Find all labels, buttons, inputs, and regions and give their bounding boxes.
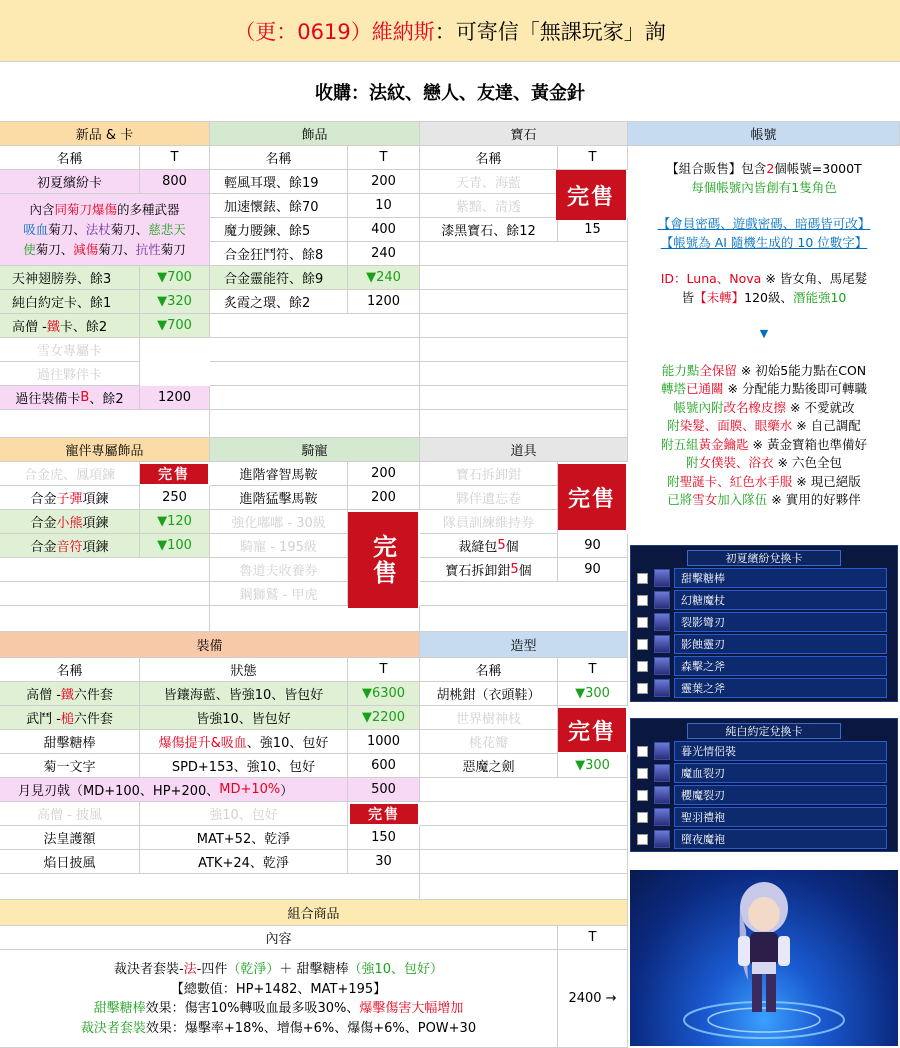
row-empty — [0, 558, 210, 582]
row-name: 夥伴遺忘卷 — [420, 486, 558, 510]
row-t: 240 — [348, 242, 420, 266]
row-empty — [420, 266, 628, 290]
bundle-line: 裁決者套裝-法-四件（乾淨）＋ 甜擊糖棒（強10、包好） — [113, 962, 444, 977]
section-pet-accessories — [0, 438, 210, 632]
weapon-icon — [654, 569, 670, 587]
section-title: 組合商品 — [0, 900, 628, 926]
costume-icon — [654, 830, 670, 848]
row-t: 1000 — [348, 730, 420, 754]
bundle-content — [0, 950, 558, 1048]
row-state: 強10、包好 — [140, 802, 348, 826]
row-name: 寶石拆卸鉗 5 個 — [420, 558, 558, 582]
weapon-icon — [654, 764, 670, 782]
row-t: 500 — [348, 778, 420, 802]
item-label: 暮光情侶裝 — [674, 741, 887, 761]
row-t: ▼120 — [140, 510, 210, 534]
costume-icon — [654, 808, 670, 826]
item-label: 影蝕靈刃 — [674, 634, 887, 654]
row-name: 過往裝備卡 B 、餘2 — [0, 386, 140, 410]
row-name: 武鬥 - 槌 六件套 — [0, 706, 140, 730]
row-t: 15 — [558, 218, 628, 242]
account-line: 【組合販售】包含2個帳號=3000T — [666, 161, 862, 176]
row-t: 90 — [558, 558, 628, 582]
row-empty — [420, 242, 628, 266]
account-line: 已將雪女加入隊伍 ※ 實用的好夥伴 — [667, 492, 861, 507]
desc-line-3: 使菊刀、減傷菊刀、抗性菊刀 — [23, 242, 186, 257]
row-name: 過往夥伴卡 — [0, 362, 140, 386]
row-name: 合金 子彈 項鍊 — [0, 486, 140, 510]
row-empty — [420, 874, 628, 900]
row-state: 皆鑲海藍、皆強10、皆包好 — [140, 682, 348, 706]
checkbox[interactable] — [637, 683, 648, 694]
costume-icon — [654, 742, 670, 760]
subtitle-text: 收購：法紋、戀人、友達、黃金針 — [315, 82, 585, 104]
bundle-line: 【總數值：HP+1482、MAT+195】 — [170, 981, 387, 997]
panel-item[interactable] — [637, 807, 887, 827]
section-accessories — [210, 122, 420, 442]
row-name: 隊員訓練維持券 — [420, 510, 558, 534]
section-equipment — [0, 632, 420, 900]
section-title: 騎寵 — [210, 438, 420, 462]
bundle-price: 2400 → — [558, 950, 628, 1048]
row-name: 純白約定卡、餘1 — [0, 290, 140, 314]
row-t: 200 — [348, 462, 420, 486]
arrow-down-icon: ▼ — [759, 327, 769, 340]
row-state: MAT+52、乾淨 — [140, 826, 348, 850]
section-bundle — [0, 900, 628, 1048]
col-name: 名稱 — [420, 146, 558, 170]
checkbox[interactable] — [637, 661, 648, 672]
account-details — [628, 146, 900, 541]
exchange-card-panel-1 — [630, 545, 898, 702]
weapon-icon — [654, 657, 670, 675]
col-content: 內容 — [0, 926, 558, 950]
panel-item[interactable] — [637, 568, 887, 588]
panel-item[interactable] — [637, 590, 887, 610]
row-name: 初夏繽紛卡 — [0, 170, 140, 194]
row-t: 1200 — [140, 386, 210, 410]
checkbox[interactable] — [637, 617, 648, 628]
row-empty — [420, 802, 628, 826]
sold-out-stamp: 完售 — [558, 708, 626, 752]
row-empty — [210, 386, 420, 410]
row-name: 天神翅膀券、餘3 — [0, 266, 140, 290]
row-name: 炙霞之環、餘2 — [210, 290, 348, 314]
account-line: 【會員密碼、遊戲密碼、暗碼皆可改】 — [657, 216, 871, 231]
banner-contact: ：可寄信「無課玩家」詢 — [434, 19, 666, 44]
row-name: 輕風耳環、餘19 — [210, 170, 348, 194]
row-empty — [210, 362, 420, 386]
section-title: 寵伴專屬飾品 — [0, 438, 210, 462]
row-t: ▼100 — [140, 534, 210, 558]
checkbox[interactable] — [637, 746, 648, 757]
row-name: 加速懷錶、餘70 — [210, 194, 348, 218]
row-empty — [210, 410, 420, 438]
row-t: 250 — [140, 486, 210, 510]
banner-update: （更：0619）維納斯 — [234, 19, 435, 44]
weapon-icon — [654, 679, 670, 697]
item-label: 聖羽禮袍 — [674, 807, 887, 827]
panel-item[interactable] — [637, 829, 887, 849]
col-t: T — [558, 146, 628, 170]
bundle-line: 裁決者套裝效果：爆擊率+18%、增傷+6%、爆傷+6%、POW+30 — [80, 1020, 477, 1036]
item-label: 靈葉之斧 — [674, 678, 887, 698]
character-preview-image — [630, 870, 898, 1046]
row-t: ▼700 — [140, 266, 210, 290]
row-empty — [0, 874, 420, 900]
row-name: 魯道夫收養券 — [210, 558, 348, 582]
row-empty — [420, 606, 628, 632]
row-t: ▼6300 — [348, 682, 420, 706]
row-t: ▼2200 — [348, 706, 420, 730]
checkbox[interactable] — [637, 768, 648, 779]
row-name: 高僧 - 鐵 卡、餘2 — [0, 314, 140, 338]
row-t: 200 — [348, 486, 420, 510]
panel-item[interactable] — [637, 678, 887, 698]
section-title: 造型 — [420, 632, 628, 658]
weapon-icon — [654, 613, 670, 631]
weapon-icon — [654, 591, 670, 609]
row-t: 800 — [140, 170, 210, 194]
row-name: 高僧 - 披風 — [0, 802, 140, 826]
row-empty — [0, 410, 210, 438]
account-line: 能力點全保留 ※ 初始5能力點在CON — [661, 362, 867, 378]
row-name: 寶石拆卸鉗 — [420, 462, 558, 486]
row-t: ▼300 — [558, 754, 628, 778]
section-title: 寶石 — [420, 122, 628, 146]
section-new-cards — [0, 122, 210, 416]
row-name: 合金 小熊 項鍊 — [0, 510, 140, 534]
col-state: 狀態 — [140, 658, 348, 682]
section-title: 新品 & 卡 — [0, 122, 210, 146]
row-t: 30 — [348, 850, 420, 874]
weapon-icon — [654, 635, 670, 653]
row-t: 1200 — [348, 290, 420, 314]
account-line: 【帳號為 AI 隨機生成的 10 位數字】 — [660, 234, 868, 250]
col-t: T — [558, 658, 628, 682]
account-line: 附聖誕卡、紅色水手服 ※ 現已絕版 — [667, 473, 861, 489]
col-name: 名稱 — [420, 658, 558, 682]
section-items — [420, 438, 628, 632]
row-name: 合金虎、鳳項鍊 — [0, 462, 140, 486]
section-title: 帳號 — [628, 122, 900, 146]
checkbox[interactable] — [637, 595, 648, 606]
checkbox[interactable] — [637, 639, 648, 650]
checkbox[interactable] — [637, 573, 648, 584]
row-empty — [420, 410, 628, 438]
sold-out-stamp: 完售 — [350, 804, 418, 824]
exchange-card-panel-2 — [630, 718, 898, 852]
row-desc — [0, 194, 210, 266]
panel-item[interactable] — [637, 656, 887, 676]
sold-out-stamp: 完售 — [348, 512, 418, 608]
col-t: T — [558, 926, 628, 950]
section-gems — [420, 122, 628, 442]
row-empty — [210, 338, 420, 362]
row-name: 惡魔之劍 — [420, 754, 558, 778]
row-name: 裁縫包 5 個 — [420, 534, 558, 558]
col-t: T — [348, 658, 420, 682]
col-name: 名稱 — [0, 146, 140, 170]
row-t: ▼700 — [140, 314, 210, 338]
item-label: 魔血裂刃 — [674, 763, 887, 783]
row-name: 雪女專屬卡 — [0, 338, 140, 362]
panel-item[interactable] — [637, 741, 887, 761]
row-name: 法皇護額 — [0, 826, 140, 850]
row-name: 高僧 - 鐵 六件套 — [0, 682, 140, 706]
row-t: ▼300 — [558, 682, 628, 706]
panel-title: 初夏繽紛兌換卡 — [687, 550, 841, 566]
item-label: 幻糖魔杖 — [674, 590, 887, 610]
row-empty — [420, 386, 628, 410]
row-state: SPD+153、強10、包好 — [140, 754, 348, 778]
col-t: T — [140, 146, 210, 170]
desc-line-2: 吸血菊刀、法杖菊刀、慈悲天 — [23, 222, 186, 237]
row-empty — [210, 606, 420, 632]
row-t: 150 — [348, 826, 420, 850]
subtitle — [0, 62, 900, 122]
row-name: 強化嘟嘟 - 30級 — [210, 510, 348, 534]
account-line: ID：Luna、Nova ※ 皆女角、馬尾髮 — [660, 271, 868, 286]
row-name: 鋼獅鷲 - 甲虎 — [210, 582, 348, 606]
panel-item[interactable] — [637, 634, 887, 654]
checkbox[interactable] — [637, 834, 648, 845]
character-figure-icon — [630, 870, 898, 1046]
checkbox[interactable] — [637, 812, 648, 823]
row-name: 合金 音符 項鍊 — [0, 534, 140, 558]
row-empty — [420, 314, 628, 338]
row-t: 200 — [348, 170, 420, 194]
col-name: 名稱 — [0, 658, 140, 682]
row-empty — [0, 582, 210, 606]
sold-out-stamp: 完售 — [140, 464, 208, 484]
panel-item[interactable] — [637, 612, 887, 632]
row-name: 焰日披風 — [0, 850, 140, 874]
account-line: 帳號內附改名橡皮擦 ※ 不愛就改 — [673, 399, 855, 415]
row-state: 皆強10、皆包好 — [140, 706, 348, 730]
col-name: 名稱 — [210, 146, 348, 170]
item-label: 裂影彎刃 — [674, 612, 887, 632]
row-empty — [210, 314, 420, 338]
row-empty — [420, 778, 628, 802]
row-t: ▼320 — [140, 290, 210, 314]
account-line: 皆【未轉】120級、潛能強10 — [681, 289, 847, 305]
row-name: 胡桃鉗（衣頭鞋） — [420, 682, 558, 706]
row-state: ATK+24、乾淨 — [140, 850, 348, 874]
panel-item[interactable] — [637, 763, 887, 783]
section-title: 道具 — [420, 438, 628, 462]
account-line: 附五組黃金鑰匙 ※ 黃金寶箱也準備好 — [661, 436, 867, 452]
row-name: 騎寵 - 195級 — [210, 534, 348, 558]
row-empty — [420, 338, 628, 362]
row-name: 甜擊糖棒 — [0, 730, 140, 754]
row-t: 400 — [348, 218, 420, 242]
section-costume — [420, 632, 628, 900]
row-t: 600 — [348, 754, 420, 778]
row-empty — [0, 606, 210, 632]
account-line: 每個帳號內皆創有1隻角色 — [691, 179, 837, 195]
row-name: 紫黯、清透 — [420, 194, 558, 218]
col-t: T — [348, 146, 420, 170]
sold-out-stamp: 完售 — [558, 464, 626, 530]
item-label: 甜擊糖棒 — [674, 568, 887, 588]
row-empty — [420, 850, 628, 874]
panel-item[interactable] — [637, 785, 887, 805]
account-line: 附染髮、面膜、眼藥水 ※ 自己調配 — [667, 418, 861, 433]
panel-title: 純白約定兌換卡 — [687, 723, 841, 739]
row-t: ▼240 — [348, 266, 420, 290]
account-line: 轉塔已通關 ※ 分配能力點後即可轉職 — [661, 381, 867, 396]
row-t: 90 — [558, 534, 628, 558]
checkbox[interactable] — [637, 790, 648, 801]
top-banner — [0, 0, 900, 62]
weapon-icon — [654, 786, 670, 804]
row-name: 進階猛擊馬鞍 — [210, 486, 348, 510]
row-name: 進階睿智馬鞍 — [210, 462, 348, 486]
row-state: 爆傷提升&吸血 、強10、包好 — [140, 730, 348, 754]
account-line: 附女僕裝、浴衣 ※ 六色全包 — [686, 455, 842, 470]
row-empty — [420, 826, 628, 850]
row-name: 魔力腰鍊、餘5 — [210, 218, 348, 242]
row-name: 菊一文字 — [0, 754, 140, 778]
item-label: 櫻魔裂刃 — [674, 785, 887, 805]
item-label: 森擊之斧 — [674, 656, 887, 676]
section-account — [628, 122, 900, 542]
row-empty — [420, 362, 628, 386]
bundle-line: 甜擊糖棒效果：傷害10%轉吸血最多吸30%、爆擊傷害大幅增加 — [93, 1001, 464, 1016]
row-empty — [420, 290, 628, 314]
item-label: 墮夜魔袍 — [674, 829, 887, 849]
section-title: 飾品 — [210, 122, 420, 146]
row-name: 桃花瓣 — [420, 730, 558, 754]
row-name: 世界樹神枝 — [420, 706, 558, 730]
sold-out-stamp: 完售 — [556, 170, 626, 220]
row-t: 10 — [348, 194, 420, 218]
desc-line-1: 內含同菊刀爆傷的多種武器 — [29, 202, 180, 217]
row-empty — [420, 582, 628, 606]
row-name: 合金靈能符、餘9 — [210, 266, 348, 290]
section-mounts — [210, 438, 420, 632]
row-name: 月見刃戟（MD+100、HP+200、 MD+10% ） — [0, 778, 348, 802]
section-title: 裝備 — [0, 632, 420, 658]
row-name: 合金狂鬥符、餘8 — [210, 242, 348, 266]
row-name: 天青、海藍 — [420, 170, 558, 194]
row-name: 漆黑寶石、餘12 — [420, 218, 558, 242]
